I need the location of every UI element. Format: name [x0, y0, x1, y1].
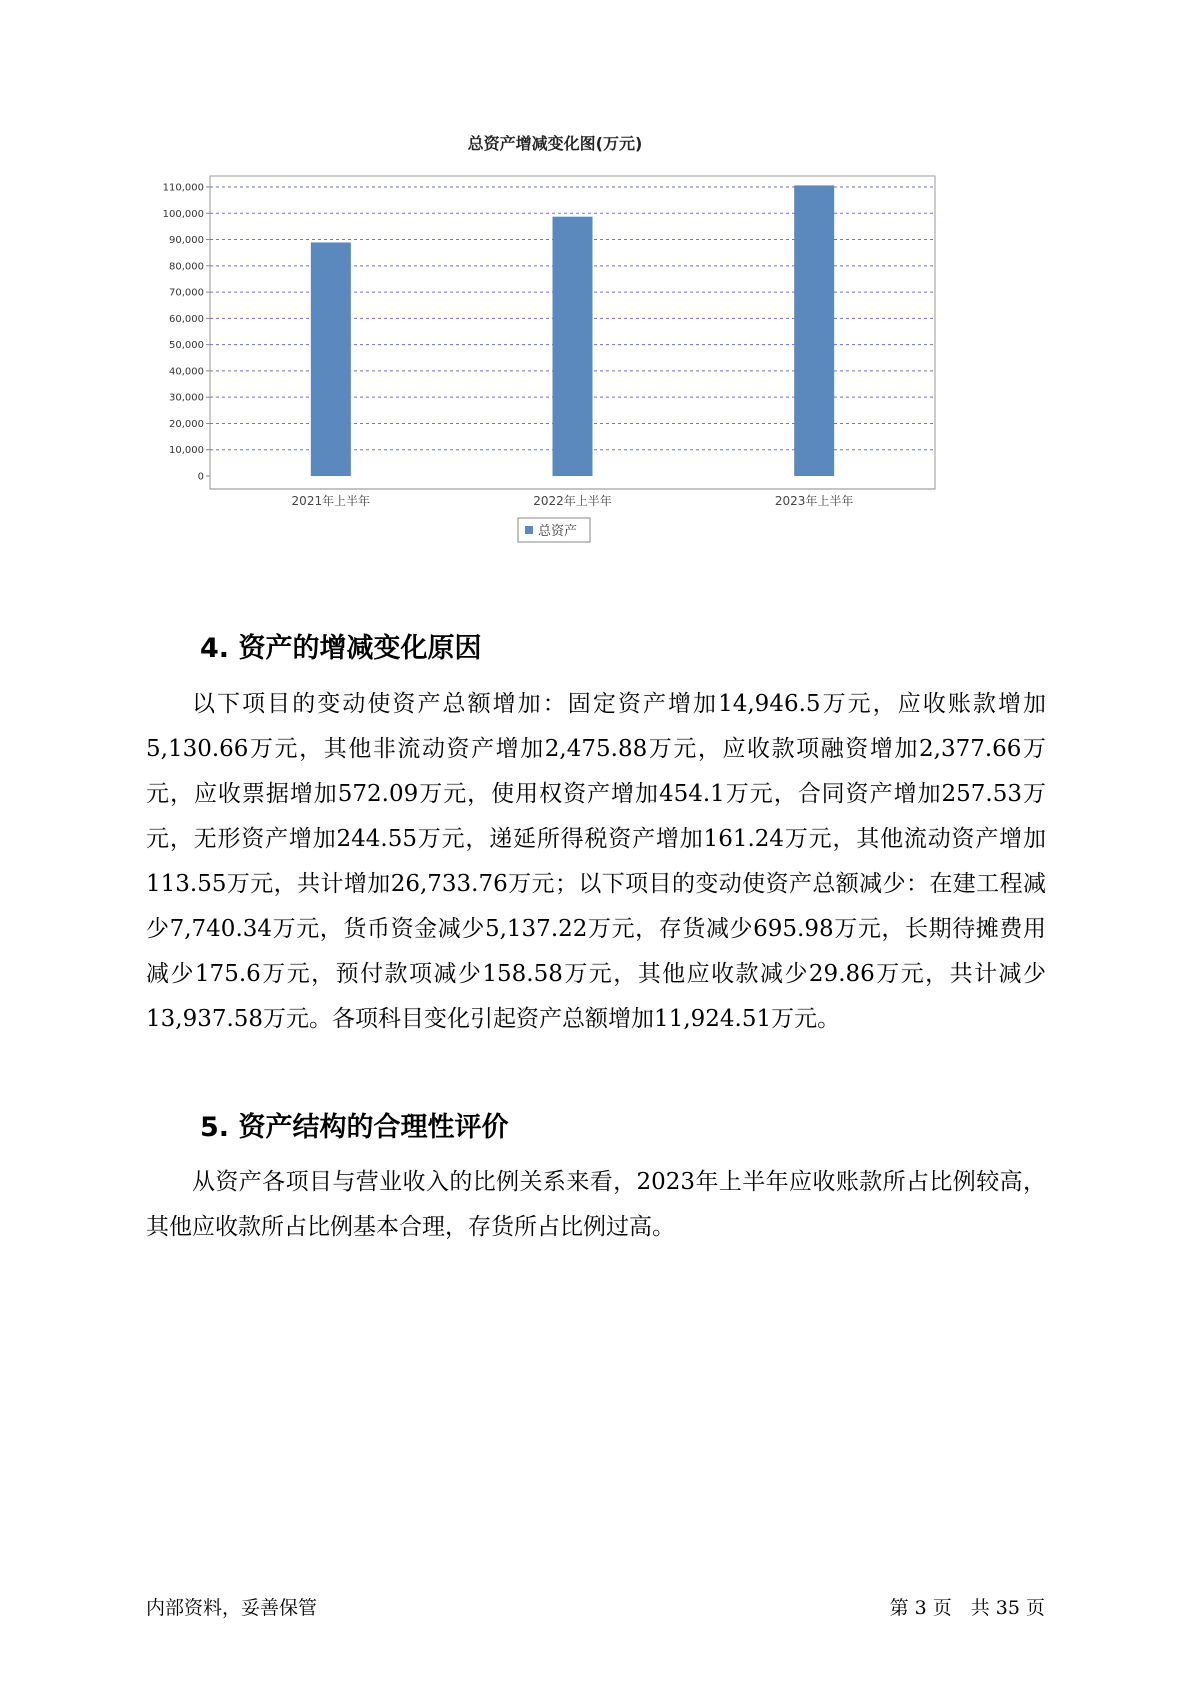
paragraph-asset-change-reasons: 以下项目的变动使资产总额增加：固定资产增加14,946.5万元，应收账款增加5,130.66万元，其他非流动资产增加2,475.88万元，应收款项融资增加2,377.66万元，应收票据增加572.09万元，使用权资产增加454.1万元，合同资产增加257.53万元，无形资产增加244.55万元，递延所得税资产增加161.24万元，其他流动资产增加113.55万元，共计增加26,733.76万元；以下项目的变动使资产总额减少：在建工程减少7,740.34万元，货币资金减少5,137.22万元，存货减少695.98万元，长期待摊费用减少175.6万元，预付款项减少158.58万元，其他应收款减少29.86万元，共计减少13,937.58万元。各项科目变化引起资产总额增加11,924.51万元。 [146, 691, 1046, 1032]
x-axis-labels [292, 493, 854, 508]
footer-page-number: 第 3 页 共 35 页 [889, 1597, 1045, 1619]
y-tick-label: 20,000 [169, 418, 204, 430]
chart-canvas [120, 135, 1050, 595]
bar [794, 185, 834, 476]
total-assets-chart [120, 135, 1050, 595]
legend-label: 总资产 [538, 524, 578, 539]
bars [311, 185, 834, 476]
y-tick-label: 0 [197, 471, 204, 483]
section-heading-asset-change-reasons: 4. 资产的增减变化原因 [200, 633, 482, 664]
y-tick-label: 30,000 [169, 392, 204, 404]
x-category-label: 2021年上半年 [291, 494, 371, 508]
y-axis-ticks [163, 183, 210, 483]
y-tick-label: 60,000 [169, 313, 204, 325]
section-heading-asset-structure: 5. 资产结构的合理性评价 [200, 1112, 509, 1143]
paragraph-asset-structure: 从资产各项目与营业收入的比例关系来看，2023年上半年应收账款所占比例较高，其他应收款所占比例基本合理，存货所占比例过高。 [146, 1169, 1046, 1240]
y-tick-label: 80,000 [169, 261, 204, 273]
legend-swatch [525, 526, 533, 534]
y-tick-label: 90,000 [169, 235, 204, 247]
footer-confidential-note: 内部资料，妥善保管 [146, 1597, 318, 1619]
y-tick-label: 70,000 [169, 287, 204, 299]
x-category-label: 2022年上半年 [533, 494, 612, 508]
chart-title: 总资产增减变化图(万元) [467, 135, 643, 153]
x-category-label: 2023年上半年 [774, 494, 854, 508]
bar [311, 242, 351, 476]
y-tick-label: 50,000 [169, 340, 204, 352]
y-tick-label: 110,000 [162, 182, 204, 194]
y-tick-label: 100,000 [162, 208, 204, 220]
bar [553, 217, 593, 476]
y-tick-label: 10,000 [169, 445, 204, 457]
chart-legend [518, 518, 590, 542]
y-tick-label: 40,000 [169, 366, 204, 378]
